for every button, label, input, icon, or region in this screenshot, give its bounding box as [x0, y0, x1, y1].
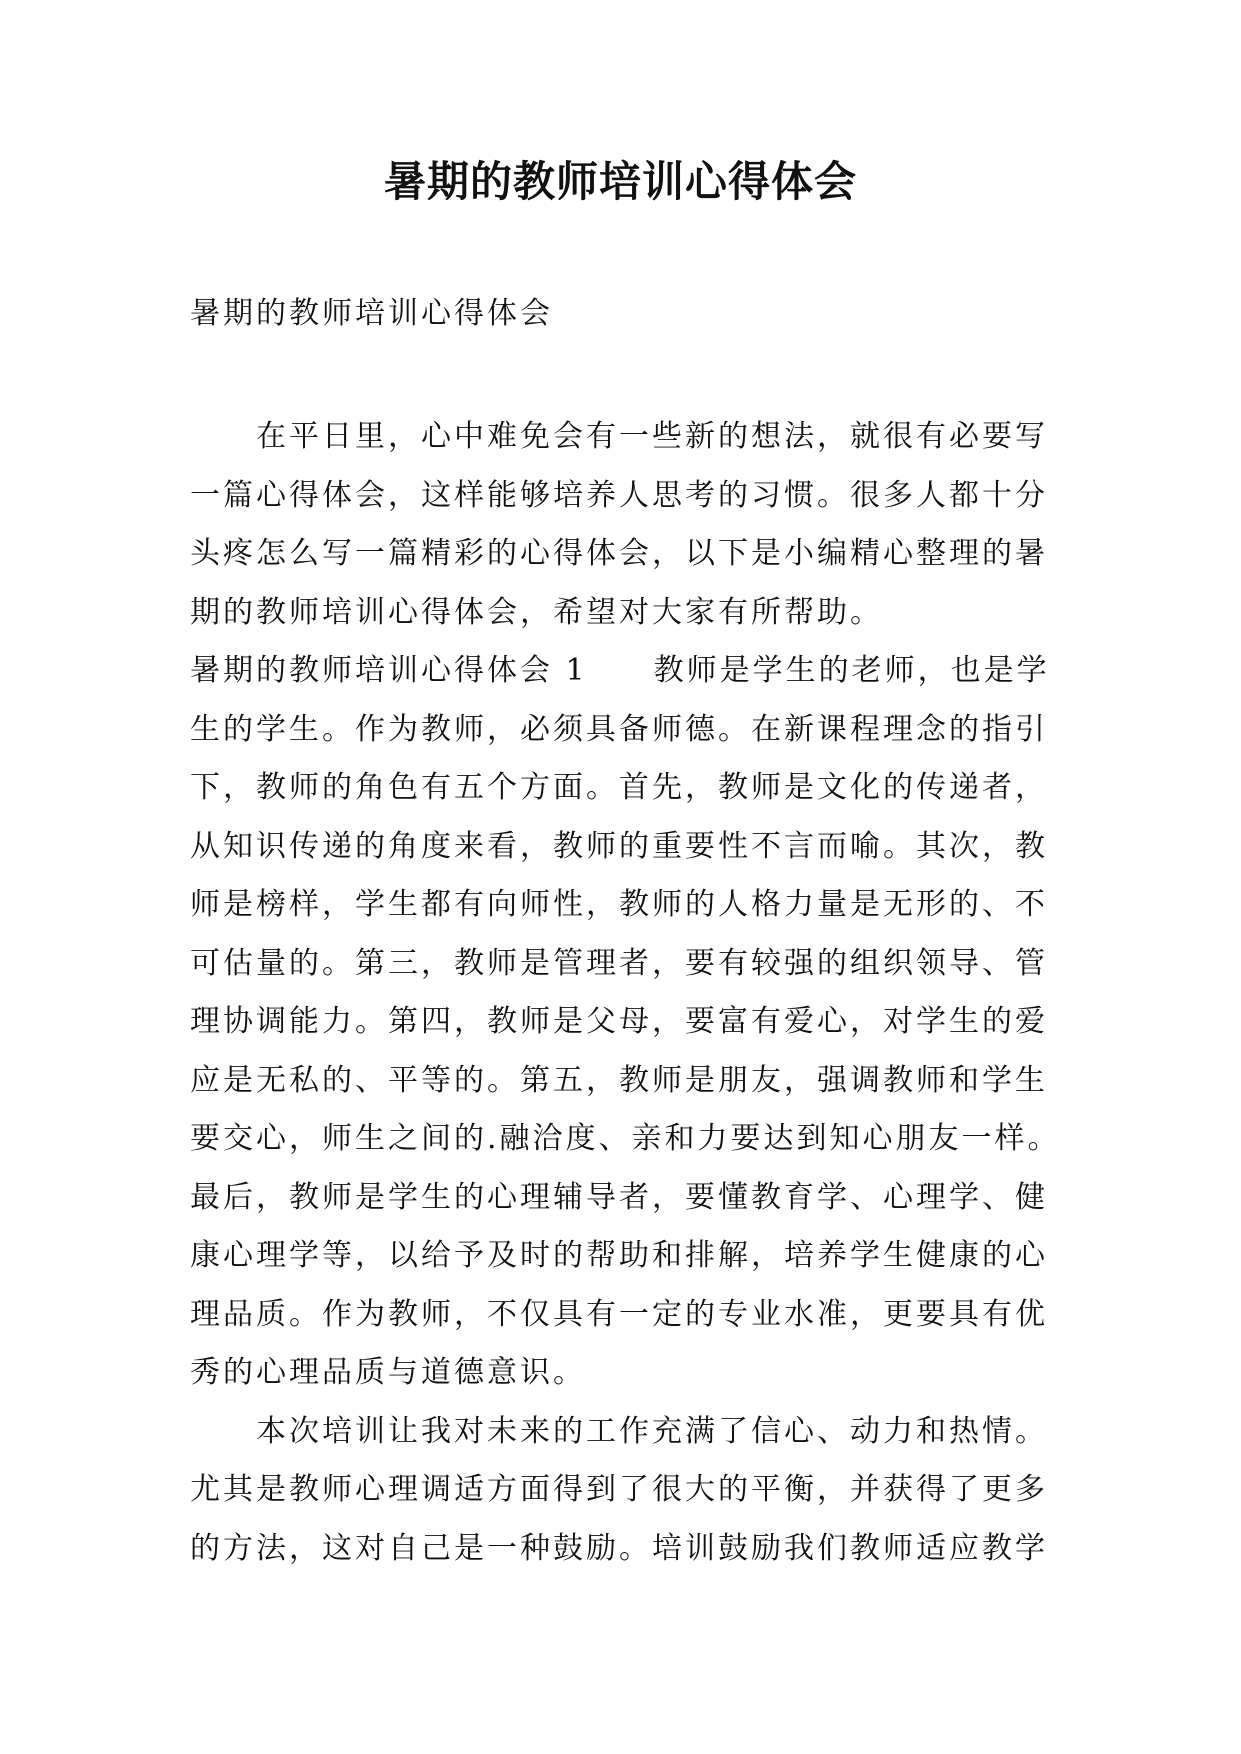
document-subtitle: 暑期的教师培训心得体会: [190, 296, 553, 331]
paragraph-section-1: 暑期的教师培训心得体会 1 教师是学生的老师，也是学生的学生。作为教师，必须具备师德。在新课程理念的指引下，教师的角色有五个方面。首先，教师是文化的传递者，从知识传递的角度来看，教师的重要性不言而喻。其次，教师是榜样，学生都有向师性，教师的人格力量是无形的、不可估量的。第三，教师是管理者，要有较强的组织领导、管理协调能力。第四，教师是父母，要富有爱心，对学生的爱应是无私的、平等的。第五，教师是朋友，强调教师和学生要交心，师生之间的.融洽度、亲和力要达到知心朋友一样。最后，教师是学生的心理辅导者，要懂教育学、心理学、健康心理学等，以给予及时的帮助和排解，培养学生健康的心理品质。作为教师，不仅具有一定的专业水准，更要具有优秀的心理品质与道德意识。: [190, 653, 1061, 1390]
document-body: [190, 408, 1070, 1578]
paragraph-intro: 在平日里，心中难免会有一些新的想法，就很有必要写一篇心得体会，这样能够培养人思考的习惯。很多人都十分头疼怎么写一篇精彩的心得体会，以下是小编精心整理的暑期的教师培训心得体会，希望对大家有所帮助。: [190, 419, 1048, 630]
document-title: 暑期的教师培训心得体会: [383, 157, 857, 206]
paragraph-training: 本次培训让我对未来的工作充满了信心、动力和热情。尤其是教师心理调适方面得到了很大的平衡，并获得了更多的方法，这对自己是一种鼓励。培训鼓励我们教师适应教学: [190, 1413, 1048, 1566]
